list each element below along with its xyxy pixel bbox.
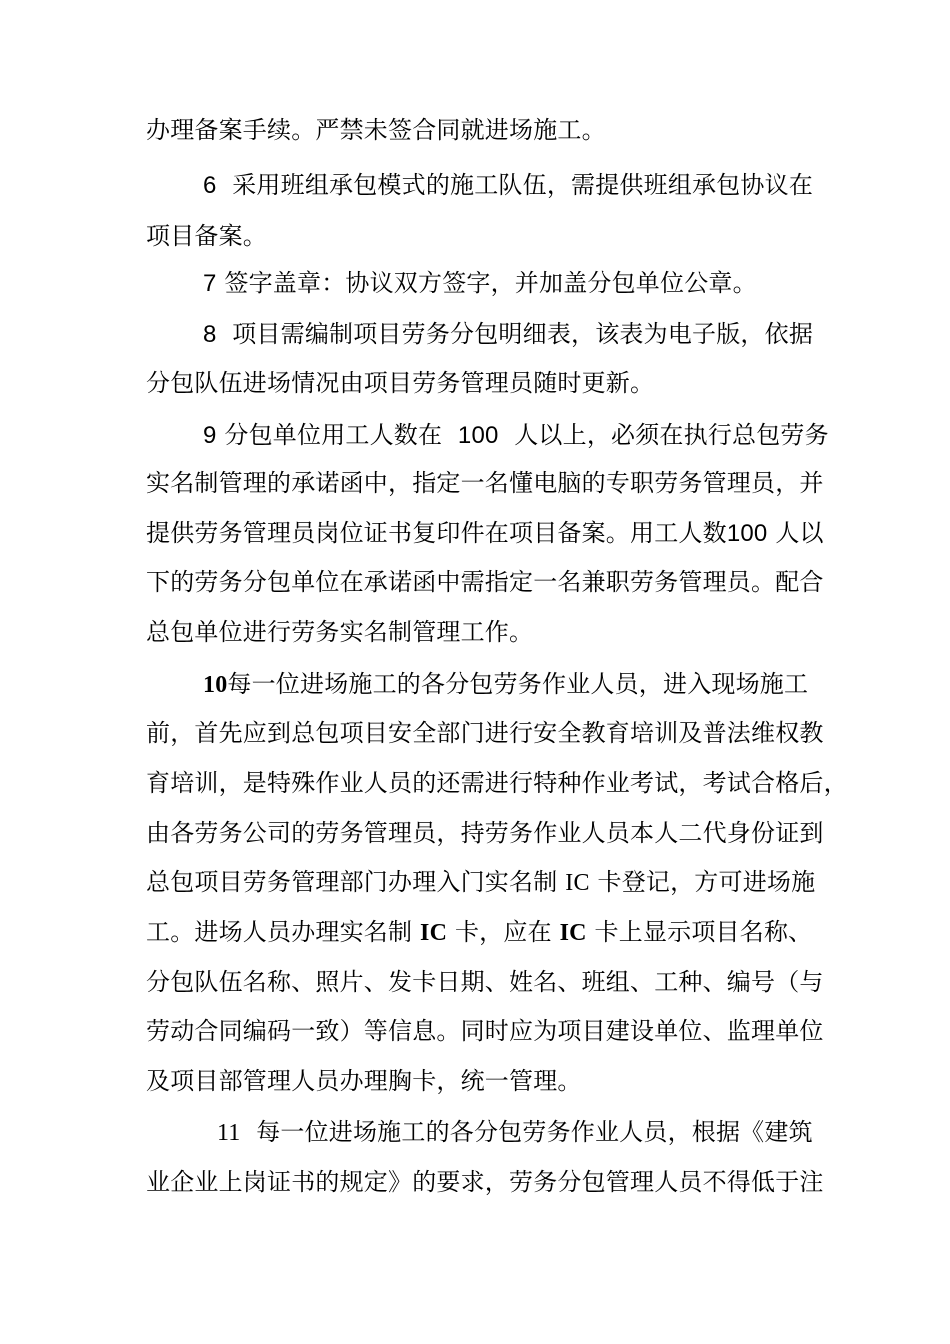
text: 办理备案手续。严禁未签合同就进场施工。 bbox=[146, 116, 606, 144]
text: 每一位进场施工的各分包劳务作业人员，进入现场施工 bbox=[227, 670, 809, 698]
text: 项目备案。 bbox=[146, 222, 267, 250]
paragraph-10-line-5 bbox=[146, 867, 816, 897]
paragraph-number: 8 bbox=[203, 321, 217, 348]
paragraph-10-line-8 bbox=[146, 1016, 824, 1046]
text: 分包队伍进场情况由项目劳务管理员随时更新。 bbox=[146, 369, 655, 397]
paragraph-number: 6 bbox=[203, 172, 217, 199]
paragraph-number: 9 bbox=[203, 422, 217, 449]
text: 实名制管理的承诺函中，指定一名懂电脑的专职劳务管理员，并 bbox=[146, 469, 824, 497]
text: 由各劳务公司的劳务管理员，持劳务作业人员本人二代身份证到 bbox=[146, 819, 824, 847]
text: 采用班组承包模式的施工队伍，需提供班组承包协议在 bbox=[232, 171, 814, 199]
paragraph-10-line-9 bbox=[146, 1066, 806, 1096]
text: 下的劳务分包单位在承诺函中需指定一名兼职劳务管理员。配合 bbox=[146, 568, 824, 596]
ic-text: IC bbox=[559, 920, 587, 946]
text: 每一位进场施工的各分包劳务作业人员，根据《建筑 bbox=[256, 1118, 813, 1146]
text: 及项目部管理人员办理胸卡，统一管理。 bbox=[146, 1067, 582, 1095]
text: 卡，应在 bbox=[454, 918, 552, 946]
number-text: 100 bbox=[726, 520, 768, 547]
paragraph-number: 11 bbox=[217, 1120, 241, 1146]
paragraph-11-line-2 bbox=[146, 1167, 824, 1197]
paragraph-10-line-7 bbox=[146, 967, 824, 997]
text: 业企业上岗证书的规定》的要求，劳务分包管理人员不得低于注 bbox=[146, 1168, 824, 1196]
paragraph-number: 7 bbox=[203, 270, 217, 297]
text: 项目需编制项目劳务分包明细表，该表为电子版，依据 bbox=[232, 320, 814, 348]
ic-text: IC bbox=[565, 870, 590, 896]
text: 前，首先应到总包项目安全部门进行安全教育培训及普法维权教 bbox=[146, 719, 824, 747]
paragraph-6-line-2 bbox=[146, 221, 806, 251]
paragraph-10-line-2 bbox=[146, 718, 824, 748]
paragraph-6-line-1 bbox=[203, 170, 814, 200]
paragraph-9-line-4 bbox=[146, 567, 824, 597]
text: 签字盖章：协议双方签字，并加盖分包单位公章。 bbox=[224, 269, 757, 297]
text: 分包单位用工人数在 bbox=[224, 421, 443, 449]
text: 工。进场人员办理实名制 bbox=[146, 918, 413, 946]
paragraph-10-line-6 bbox=[146, 917, 813, 947]
paragraph-8-line-1 bbox=[203, 319, 814, 349]
text: 劳动合同编码一致）等信息。同时应为项目建设单位、监理单位 bbox=[146, 1017, 824, 1045]
text: 人以 bbox=[775, 519, 824, 547]
paragraph-9-line-1 bbox=[203, 420, 829, 450]
paragraph-number: 10 bbox=[203, 672, 228, 698]
paragraph-10-line-4 bbox=[146, 818, 824, 848]
paragraph-11-line-1 bbox=[217, 1117, 813, 1147]
text: 分包队伍名称、照片、发卡日期、姓名、班组、工种、编号（与 bbox=[146, 968, 824, 996]
paragraph-9-line-3 bbox=[146, 518, 824, 548]
text: 总包单位进行劳务实名制管理工作。 bbox=[146, 618, 534, 646]
paragraph-8-line-2 bbox=[146, 368, 806, 398]
paragraph-10-line-1 bbox=[203, 669, 807, 699]
text: 育培训，是特殊作业人员的还需进行特种作业考试，考试合格后， bbox=[146, 769, 848, 797]
text: 提供劳务管理员岗位证书复印件在项目备案。用工人数 bbox=[146, 519, 727, 547]
paragraph-9-line-2 bbox=[146, 468, 824, 498]
paragraph-7-line-1 bbox=[203, 268, 807, 298]
paragraph-10-line-3 bbox=[146, 768, 848, 798]
text: 人以上，必须在执行总包劳务 bbox=[514, 421, 829, 449]
ic-text: IC bbox=[420, 920, 448, 946]
number-text: 100 bbox=[457, 422, 499, 449]
paragraph-5-line-1 bbox=[146, 115, 806, 145]
paragraph-9-line-5 bbox=[146, 617, 806, 647]
text: 总包项目劳务管理部门办理入门实名制 bbox=[146, 868, 558, 896]
text: 卡上显示项目名称、 bbox=[594, 918, 813, 946]
text: 卡登记，方可进场施 bbox=[597, 868, 816, 896]
